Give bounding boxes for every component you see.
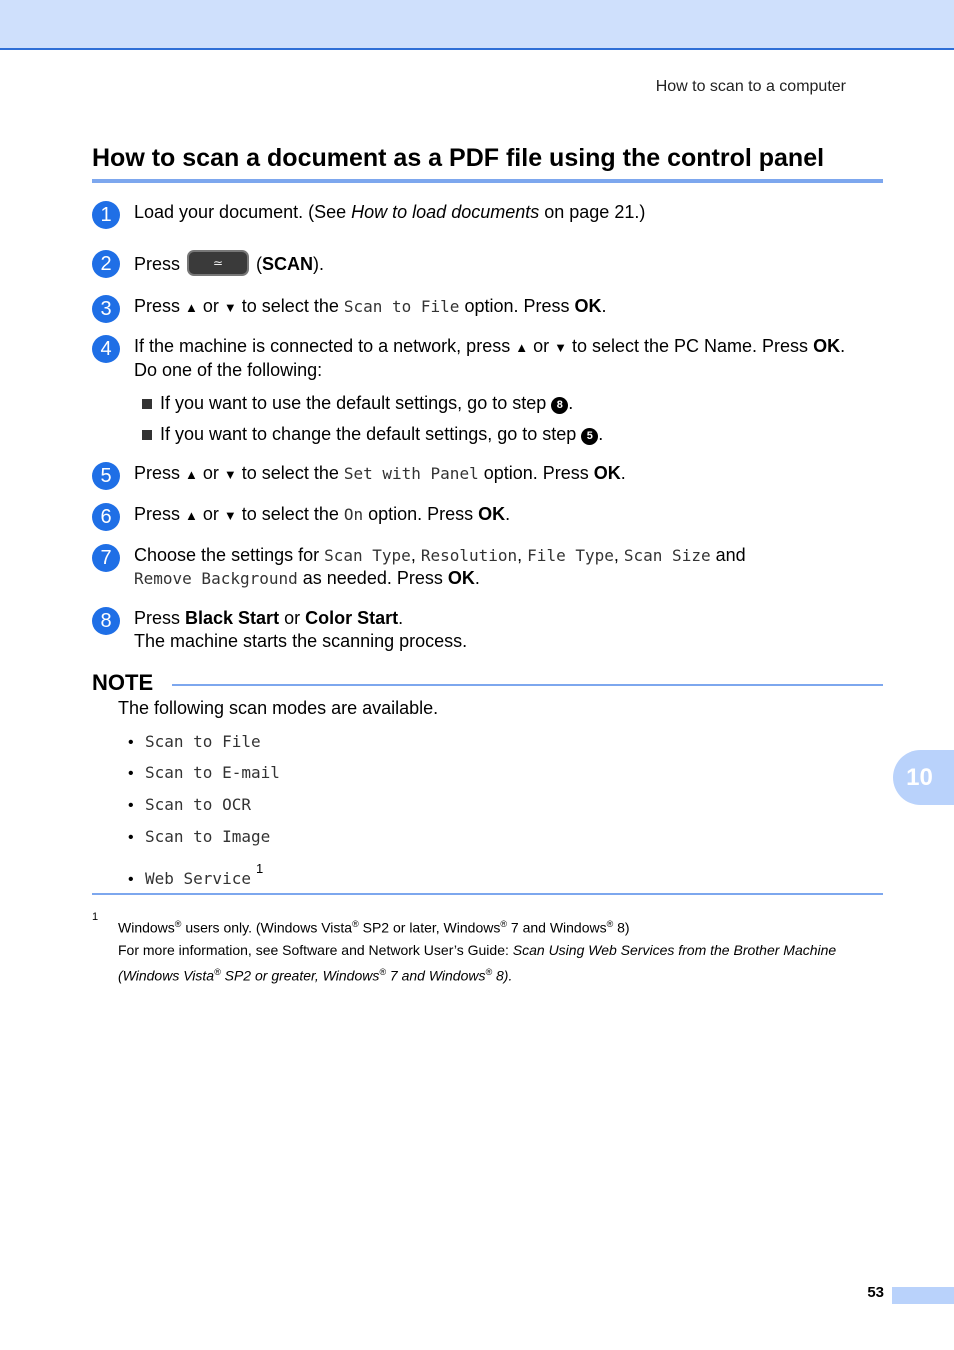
page-number: 53 bbox=[867, 1284, 884, 1301]
step-number: 3 bbox=[92, 295, 120, 323]
link-how-to-load[interactable]: How to load documents bbox=[351, 202, 540, 222]
down-arrow-icon: ▼ bbox=[554, 340, 567, 355]
list-item: • Scan to File bbox=[128, 732, 261, 751]
down-arrow-icon: ▼ bbox=[223, 300, 237, 315]
up-arrow-icon: ▲ bbox=[515, 340, 529, 355]
step-number: 8 bbox=[92, 607, 120, 635]
step-text: Press ▲ or ▼ to select the Scan to File option. Press OK. bbox=[134, 296, 607, 316]
list-item: • Scan to E-mail bbox=[128, 763, 280, 782]
section-title: How to scan a document as a PDF file using the control panel bbox=[92, 144, 883, 183]
option-change-settings: If you want to change the default settings, go to step 5 . bbox=[142, 423, 882, 446]
list-item: • Scan to OCR bbox=[128, 795, 251, 814]
down-arrow-icon: ▼ bbox=[223, 508, 237, 523]
up-arrow-icon: ▲ bbox=[185, 300, 198, 315]
option-default-settings: If you want to use the default settings, go to step 8 . bbox=[142, 392, 882, 415]
down-arrow-icon: ▼ bbox=[223, 467, 237, 482]
footnote-text: Windows® users only. (Windows Vista® SP2 or later, Windows® 7 and Windows® 8) For more information, see Software and Network User’s Guide: Scan Using Web Services from the Brother Machine (Windows Vista® SP2 or greater, Windows® 7 and Windows® 8). bbox=[118, 919, 837, 984]
note-divider bbox=[172, 684, 883, 686]
up-arrow-icon: ▲ bbox=[185, 467, 198, 482]
step-text: If the machine is connected to a network, press ▲ or ▼ to select the PC Name. Press OK. Do one of the following: bbox=[134, 336, 846, 380]
step-number: 2 bbox=[92, 250, 120, 278]
step-number: 4 bbox=[92, 335, 120, 363]
footnote-mark: 1 bbox=[92, 911, 99, 923]
step-text: Load your document. (See How to load documents on page 21.) bbox=[134, 202, 646, 222]
link-web-services-guide[interactable]: Scan Using Web Services from the Brother Machine bbox=[512, 941, 837, 958]
step-text: Press ▲ or ▼ to select the On option. Press OK. bbox=[134, 504, 511, 524]
footnote-ref[interactable]: 1 bbox=[255, 861, 264, 876]
list-item: • Web Service $^1$ bbox=[128, 861, 264, 888]
step-ref-8[interactable]: 8 bbox=[551, 397, 568, 414]
step-number: 5 bbox=[92, 462, 120, 490]
note-end-divider bbox=[92, 893, 883, 895]
header-bar bbox=[0, 0, 954, 50]
step-text: Press ▲ or ▼ to select the Set with Panel option. Press OK. bbox=[134, 463, 626, 483]
page-number-bar bbox=[892, 1287, 954, 1304]
step-text: Press ≃ (SCAN). bbox=[134, 252, 894, 278]
square-bullet-icon bbox=[142, 399, 152, 409]
note-title: NOTE bbox=[92, 670, 154, 695]
chapter-tab[interactable]: 10 bbox=[893, 750, 954, 805]
step-text: Press Black Start or Color Start. The machine starts the scanning process. bbox=[134, 608, 468, 651]
up-arrow-icon: ▲ bbox=[185, 508, 198, 523]
step-number: 7 bbox=[92, 544, 120, 572]
step-text: Choose the settings for Scan Type, Resolution, File Type, Scan Size and Remove Background as needed. Press OK. bbox=[134, 545, 746, 588]
note-intro: The following scan modes are available. bbox=[118, 698, 439, 718]
step-ref-5[interactable]: 5 bbox=[581, 428, 598, 445]
scan-button-icon: ≃ bbox=[187, 250, 249, 276]
running-header: How to scan to a computer bbox=[655, 78, 846, 95]
step-number: 1 bbox=[92, 201, 120, 229]
list-item: • Scan to Image bbox=[128, 827, 271, 846]
step-number: 6 bbox=[92, 503, 120, 531]
square-bullet-icon bbox=[142, 430, 152, 440]
